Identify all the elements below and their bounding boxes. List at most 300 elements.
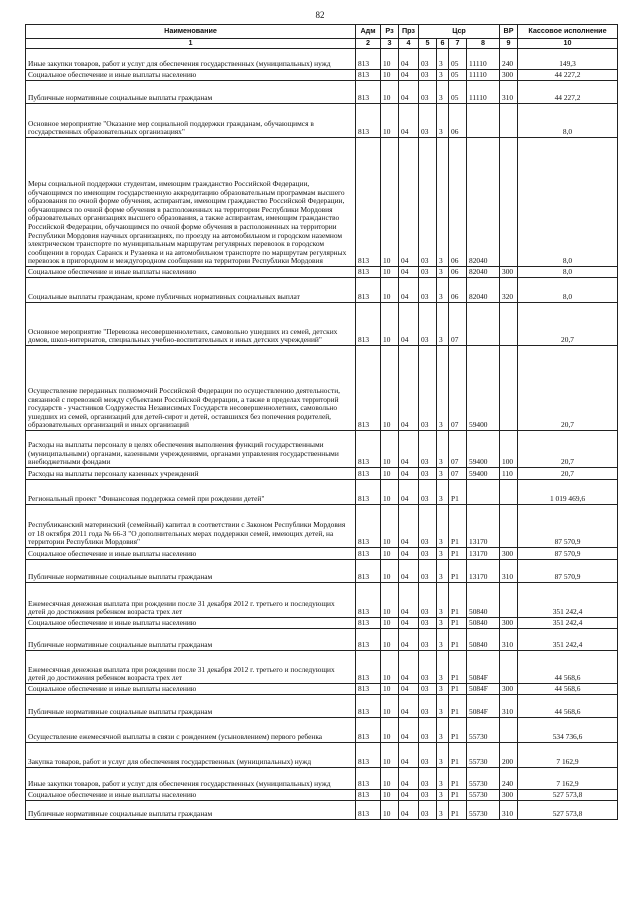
row-csr-part4: 13170	[467, 560, 500, 583]
row-prz: 04	[399, 267, 419, 278]
row-csr-part4: 50840	[467, 618, 500, 629]
row-csr-part2: 3	[437, 431, 449, 468]
row-name: Публичные нормативные социальные выплаты гражданам	[26, 695, 356, 718]
row-amount: 1 019 469,6	[518, 480, 618, 505]
row-amount: 7 162,9	[518, 743, 618, 768]
row-csr-part1: 03	[419, 278, 437, 303]
header-adm: Адм	[356, 25, 381, 39]
row-csr-part4: 82040	[467, 267, 500, 278]
row-prz: 04	[399, 548, 419, 560]
row-adm: 813	[356, 583, 381, 618]
row-csr-part2: 3	[437, 684, 449, 695]
row-csr-part1: 03	[419, 629, 437, 651]
row-csr-part1: 03	[419, 801, 437, 820]
row-csr-part3: P1	[449, 718, 467, 743]
row-csr-part3: 05	[449, 49, 467, 70]
row-adm: 813	[356, 548, 381, 560]
row-amount: 7 162,9	[518, 768, 618, 790]
row-csr-part4: 59400	[467, 431, 500, 468]
row-rz: 10	[381, 684, 399, 695]
row-csr-part2: 3	[437, 303, 449, 346]
table-row	[26, 267, 618, 278]
header-prz: Прз	[399, 25, 419, 39]
row-amount: 20,7	[518, 468, 618, 480]
row-rz: 10	[381, 104, 399, 138]
row-vr	[500, 138, 518, 267]
row-amount: 87 570,9	[518, 548, 618, 560]
column-number: 1	[26, 39, 356, 49]
row-vr	[500, 718, 518, 743]
row-csr-part4: 55730	[467, 718, 500, 743]
row-amount: 20,7	[518, 346, 618, 431]
row-adm: 813	[356, 104, 381, 138]
row-name: Осуществление ежемесячной выплаты в связи с рождением (усыновлением) первого ребенка	[26, 718, 356, 743]
row-prz: 04	[399, 138, 419, 267]
row-csr-part4: 5084F	[467, 695, 500, 718]
row-csr-part2: 3	[437, 548, 449, 560]
row-csr-part1: 03	[419, 695, 437, 718]
row-prz: 04	[399, 468, 419, 480]
row-adm: 813	[356, 70, 381, 81]
row-vr: 310	[500, 560, 518, 583]
row-vr: 240	[500, 768, 518, 790]
row-adm: 813	[356, 718, 381, 743]
row-csr-part3: 07	[449, 303, 467, 346]
row-csr-part2: 3	[437, 346, 449, 431]
row-name: Публичные нормативные социальные выплаты гражданам	[26, 629, 356, 651]
table-row	[26, 431, 618, 468]
row-csr-part2: 3	[437, 81, 449, 104]
row-vr	[500, 104, 518, 138]
row-csr-part1: 03	[419, 267, 437, 278]
row-csr-part4: 59400	[467, 468, 500, 480]
row-prz: 04	[399, 583, 419, 618]
row-adm: 813	[356, 560, 381, 583]
row-name: Расходы на выплаты персоналу казенных учреждений	[26, 468, 356, 480]
row-rz: 10	[381, 468, 399, 480]
column-number: 10	[518, 39, 618, 49]
row-csr-part2: 3	[437, 480, 449, 505]
row-csr-part2: 3	[437, 138, 449, 267]
row-name: Осуществление переданных полномочий Российской Федерации по осуществлению деятельности, связанной с перевозкой между субъектами Российской Федерации, а также в пределах территорий государств - участников Содружества Независимых Государств несовершеннолетних, самовольно ушедших из семей, организаций для детей-сирот и детей, оставшихся без попечения родителей, образовательных организаций и иных организаций	[26, 346, 356, 431]
row-vr: 300	[500, 267, 518, 278]
row-vr	[500, 583, 518, 618]
row-csr-part3: P1	[449, 583, 467, 618]
row-adm: 813	[356, 790, 381, 801]
row-csr-part3: 05	[449, 70, 467, 81]
row-adm: 813	[356, 303, 381, 346]
row-csr-part2: 3	[437, 560, 449, 583]
row-adm: 813	[356, 743, 381, 768]
row-amount: 44 568,6	[518, 695, 618, 718]
row-rz: 10	[381, 346, 399, 431]
row-prz: 04	[399, 801, 419, 820]
row-csr-part1: 03	[419, 651, 437, 684]
row-vr: 310	[500, 695, 518, 718]
page-number: 82	[315, 10, 325, 20]
row-name: Социальное обеспечение и иные выплаты населению	[26, 790, 356, 801]
row-csr-part1: 03	[419, 768, 437, 790]
row-csr-part2: 3	[437, 49, 449, 70]
table-row	[26, 278, 618, 303]
row-csr-part4: 82040	[467, 138, 500, 267]
row-name: Иные закупки товаров, работ и услуг для обеспечения государственных (муниципальных) нужд	[26, 768, 356, 790]
row-name: Республиканский материнский (семейный) капитал в соответствии с Законом Республики Мордовия от 18 октября 2011 года № 66-З "О дополнительных мерах поддержки семей, имеющих детей, на территории Республики Мордовия"	[26, 505, 356, 548]
column-number: 4	[399, 39, 419, 49]
table-row	[26, 768, 618, 790]
row-csr-part4: 11110	[467, 70, 500, 81]
row-csr-part4: 50840	[467, 583, 500, 618]
column-number-row	[26, 39, 618, 49]
row-name: Публичные нормативные социальные выплаты гражданам	[26, 81, 356, 104]
row-csr-part1: 03	[419, 81, 437, 104]
row-name: Основное мероприятие "Перевозка несовершеннолетних, самовольно ушедших из семей, детских домов, школ-интернатов, специальных учебно-воспитательных и иных детских учреждений"	[26, 303, 356, 346]
row-adm: 813	[356, 695, 381, 718]
table-row	[26, 346, 618, 431]
row-name: Меры социальной поддержки студентам, имеющим гражданство Российской Федерации, обучающимся по имеющим государственную аккредитацию образовательным программам высшего образования по очной форме обучения, аспирантам, имеющим гражданство Российской Федерации, обучающимся по очной форме обучения в расположенных на территории Республики Мордовия образовательных организациях высшего образования, а также аспирантам, имеющим гражданство Российской Федерации, обучающимся по очной форме обучения в расположенных на территории Республики Мордовия научных организациях, по проезду на автомобильном и городском наземном электрическом транспорте по муниципальным маршрутам регулярных перевозок в городском сообщении в городах Саранск и Рузаевка и на автомобильном транспорте по маршрутам регулярных перевозок в пригородном и междугородном сообщении на территории Республики Мордовия	[26, 138, 356, 267]
row-prz: 04	[399, 431, 419, 468]
row-prz: 04	[399, 505, 419, 548]
row-csr-part1: 03	[419, 560, 437, 583]
row-csr-part4	[467, 303, 500, 346]
table-row	[26, 629, 618, 651]
column-number: 3	[381, 39, 399, 49]
row-csr-part2: 3	[437, 743, 449, 768]
row-name: Публичные нормативные социальные выплаты гражданам	[26, 801, 356, 820]
table-row	[26, 81, 618, 104]
row-amount: 149,3	[518, 49, 618, 70]
table-row	[26, 618, 618, 629]
row-csr-part3: P1	[449, 695, 467, 718]
row-csr-part3: P1	[449, 743, 467, 768]
row-vr: 300	[500, 684, 518, 695]
table-row	[26, 548, 618, 560]
row-csr-part3: 07	[449, 468, 467, 480]
row-csr-part3: P1	[449, 684, 467, 695]
column-number: 8	[467, 39, 500, 49]
column-number: 6	[437, 39, 449, 49]
header-vr: ВР	[500, 25, 518, 39]
row-csr-part1: 03	[419, 70, 437, 81]
column-number: 5	[419, 39, 437, 49]
row-prz: 04	[399, 684, 419, 695]
header-name: Наименование	[26, 25, 356, 39]
column-number: 9	[500, 39, 518, 49]
row-csr-part3: 07	[449, 431, 467, 468]
table-row	[26, 684, 618, 695]
row-name: Социальное обеспечение и иные выплаты населению	[26, 70, 356, 81]
row-amount: 8,0	[518, 138, 618, 267]
row-vr: 300	[500, 70, 518, 81]
row-vr	[500, 651, 518, 684]
row-csr-part1: 03	[419, 790, 437, 801]
row-csr-part4: 55730	[467, 801, 500, 820]
row-rz: 10	[381, 70, 399, 81]
row-amount: 8,0	[518, 267, 618, 278]
row-prz: 04	[399, 278, 419, 303]
row-csr-part3: 05	[449, 81, 467, 104]
row-csr-part3: P1	[449, 548, 467, 560]
table-row	[26, 560, 618, 583]
row-rz: 10	[381, 790, 399, 801]
row-csr-part1: 03	[419, 743, 437, 768]
row-name: Социальное обеспечение и иные выплаты населению	[26, 548, 356, 560]
row-rz: 10	[381, 49, 399, 70]
row-adm: 813	[356, 801, 381, 820]
row-name: Ежемесячная денежная выплата при рождении после 31 декабря 2012 г. третьего и последующих детей до достижения ребенком возраста трех лет	[26, 583, 356, 618]
row-name: Публичные нормативные социальные выплаты гражданам	[26, 560, 356, 583]
row-rz: 10	[381, 278, 399, 303]
table-row	[26, 695, 618, 718]
row-csr-part4: 13170	[467, 505, 500, 548]
row-vr	[500, 480, 518, 505]
table-row	[26, 790, 618, 801]
row-csr-part3: 07	[449, 346, 467, 431]
row-csr-part4: 55730	[467, 743, 500, 768]
row-rz: 10	[381, 801, 399, 820]
row-adm: 813	[356, 505, 381, 548]
row-amount: 44 568,6	[518, 684, 618, 695]
row-csr-part2: 3	[437, 801, 449, 820]
row-csr-part3: P1	[449, 790, 467, 801]
row-adm: 813	[356, 768, 381, 790]
row-vr: 310	[500, 801, 518, 820]
row-csr-part4: 50840	[467, 629, 500, 651]
row-vr: 110	[500, 468, 518, 480]
row-rz: 10	[381, 560, 399, 583]
row-csr-part1: 03	[419, 138, 437, 267]
row-csr-part3: P1	[449, 629, 467, 651]
row-prz: 04	[399, 618, 419, 629]
row-rz: 10	[381, 618, 399, 629]
row-csr-part3: 06	[449, 278, 467, 303]
row-prz: 04	[399, 49, 419, 70]
row-csr-part1: 03	[419, 303, 437, 346]
row-csr-part4	[467, 104, 500, 138]
row-csr-part2: 3	[437, 468, 449, 480]
row-amount: 351 242,4	[518, 618, 618, 629]
row-prz: 04	[399, 81, 419, 104]
row-rz: 10	[381, 480, 399, 505]
row-amount: 351 242,4	[518, 583, 618, 618]
row-adm: 813	[356, 49, 381, 70]
row-csr-part2: 3	[437, 790, 449, 801]
table-row	[26, 49, 618, 70]
row-rz: 10	[381, 718, 399, 743]
row-csr-part1: 03	[419, 104, 437, 138]
row-prz: 04	[399, 303, 419, 346]
row-csr-part1: 03	[419, 718, 437, 743]
row-name: Социальное обеспечение и иные выплаты населению	[26, 618, 356, 629]
row-name: Региональный проект "Финансовая поддержка семей при рождении детей"	[26, 480, 356, 505]
row-prz: 04	[399, 70, 419, 81]
row-csr-part2: 3	[437, 718, 449, 743]
row-csr-part3: P1	[449, 618, 467, 629]
row-name: Закупка товаров, работ и услуг для обеспечения государственных (муниципальных) нужд	[26, 743, 356, 768]
row-rz: 10	[381, 81, 399, 104]
row-csr-part1: 03	[419, 480, 437, 505]
row-vr: 300	[500, 618, 518, 629]
header-rz: Рз	[381, 25, 399, 39]
row-csr-part1: 03	[419, 49, 437, 70]
header-row	[26, 25, 618, 39]
row-csr-part4	[467, 480, 500, 505]
table-row	[26, 468, 618, 480]
row-vr: 300	[500, 790, 518, 801]
row-vr: 320	[500, 278, 518, 303]
row-csr-part1: 03	[419, 346, 437, 431]
row-amount: 87 570,9	[518, 505, 618, 548]
row-csr-part2: 3	[437, 505, 449, 548]
row-csr-part3: 06	[449, 104, 467, 138]
row-amount: 20,7	[518, 431, 618, 468]
row-csr-part1: 03	[419, 618, 437, 629]
row-name: Расходы на выплаты персоналу в целях обеспечения выполнения функций государственными (муниципальными) органами, казенными учреждениями, органами управления государственными внебюджетными фондами	[26, 431, 356, 468]
row-rz: 10	[381, 267, 399, 278]
row-csr-part3: P1	[449, 480, 467, 505]
row-prz: 04	[399, 768, 419, 790]
table-row	[26, 505, 618, 548]
header-csr: Цср	[419, 25, 500, 39]
row-rz: 10	[381, 768, 399, 790]
row-rz: 10	[381, 583, 399, 618]
row-csr-part1: 03	[419, 505, 437, 548]
row-csr-part3: P1	[449, 505, 467, 548]
row-csr-part3: 06	[449, 267, 467, 278]
row-prz: 04	[399, 480, 419, 505]
row-adm: 813	[356, 278, 381, 303]
row-csr-part4: 5084F	[467, 684, 500, 695]
row-adm: 813	[356, 346, 381, 431]
column-number: 7	[449, 39, 467, 49]
row-amount: 8,0	[518, 278, 618, 303]
table-row	[26, 303, 618, 346]
row-csr-part1: 03	[419, 684, 437, 695]
row-csr-part4: 13170	[467, 548, 500, 560]
table-row	[26, 480, 618, 505]
row-name: Социальное обеспечение и иные выплаты населению	[26, 267, 356, 278]
row-vr: 100	[500, 431, 518, 468]
row-csr-part3: P1	[449, 768, 467, 790]
row-adm: 813	[356, 618, 381, 629]
table-row	[26, 138, 618, 267]
row-csr-part2: 3	[437, 267, 449, 278]
row-prz: 04	[399, 104, 419, 138]
row-prz: 04	[399, 790, 419, 801]
row-prz: 04	[399, 629, 419, 651]
row-rz: 10	[381, 303, 399, 346]
row-adm: 813	[356, 468, 381, 480]
row-rz: 10	[381, 138, 399, 267]
row-prz: 04	[399, 560, 419, 583]
row-vr: 300	[500, 548, 518, 560]
row-csr-part2: 3	[437, 583, 449, 618]
row-amount: 8,0	[518, 104, 618, 138]
table-row	[26, 70, 618, 81]
budget-execution-table	[25, 24, 618, 820]
row-amount: 87 570,9	[518, 560, 618, 583]
row-rz: 10	[381, 431, 399, 468]
row-name: Социальное обеспечение и иные выплаты населению	[26, 684, 356, 695]
row-csr-part4: 55730	[467, 790, 500, 801]
row-rz: 10	[381, 505, 399, 548]
row-amount: 20,7	[518, 303, 618, 346]
row-amount: 44 568,6	[518, 651, 618, 684]
row-adm: 813	[356, 138, 381, 267]
row-rz: 10	[381, 743, 399, 768]
row-amount: 527 573,8	[518, 801, 618, 820]
table-row	[26, 718, 618, 743]
table-row	[26, 743, 618, 768]
table-row	[26, 801, 618, 820]
row-csr-part1: 03	[419, 431, 437, 468]
row-rz: 10	[381, 651, 399, 684]
row-csr-part2: 3	[437, 768, 449, 790]
row-csr-part3: 06	[449, 138, 467, 267]
row-vr: 200	[500, 743, 518, 768]
row-vr	[500, 346, 518, 431]
row-csr-part2: 3	[437, 70, 449, 81]
row-vr	[500, 505, 518, 548]
row-adm: 813	[356, 431, 381, 468]
row-adm: 813	[356, 684, 381, 695]
row-name: Иные закупки товаров, работ и услуг для обеспечения государственных (муниципальных) нужд	[26, 49, 356, 70]
row-csr-part4: 59400	[467, 346, 500, 431]
row-prz: 04	[399, 743, 419, 768]
row-csr-part1: 03	[419, 548, 437, 560]
row-name: Социальные выплаты гражданам, кроме публичных нормативных социальных выплат	[26, 278, 356, 303]
row-csr-part2: 3	[437, 104, 449, 138]
row-csr-part4: 11110	[467, 49, 500, 70]
row-vr	[500, 303, 518, 346]
row-amount: 44 227,2	[518, 70, 618, 81]
row-prz: 04	[399, 651, 419, 684]
row-rz: 10	[381, 695, 399, 718]
row-vr: 240	[500, 49, 518, 70]
row-csr-part3: P1	[449, 651, 467, 684]
row-prz: 04	[399, 718, 419, 743]
row-csr-part2: 3	[437, 618, 449, 629]
row-amount: 351 242,4	[518, 629, 618, 651]
row-csr-part3: P1	[449, 560, 467, 583]
row-name: Основное мероприятие "Оказание мер социальной поддержки гражданам, обучающимся в государственных образовательных организациях"	[26, 104, 356, 138]
header-amount: Кассовое исполнение	[518, 25, 618, 39]
row-csr-part2: 3	[437, 278, 449, 303]
row-prz: 04	[399, 346, 419, 431]
row-rz: 10	[381, 548, 399, 560]
row-prz: 04	[399, 695, 419, 718]
row-csr-part4: 55730	[467, 768, 500, 790]
row-rz: 10	[381, 629, 399, 651]
row-adm: 813	[356, 480, 381, 505]
table-row	[26, 104, 618, 138]
row-csr-part4: 5084F	[467, 651, 500, 684]
row-adm: 813	[356, 81, 381, 104]
row-csr-part4: 82040	[467, 278, 500, 303]
row-csr-part2: 3	[437, 695, 449, 718]
table-row	[26, 651, 618, 684]
row-vr: 310	[500, 629, 518, 651]
row-vr: 310	[500, 81, 518, 104]
row-adm: 813	[356, 629, 381, 651]
row-amount: 534 736,6	[518, 718, 618, 743]
row-amount: 527 573,8	[518, 790, 618, 801]
row-csr-part3: P1	[449, 801, 467, 820]
row-csr-part2: 3	[437, 651, 449, 684]
row-amount: 44 227,2	[518, 81, 618, 104]
table-row	[26, 583, 618, 618]
row-csr-part2: 3	[437, 629, 449, 651]
